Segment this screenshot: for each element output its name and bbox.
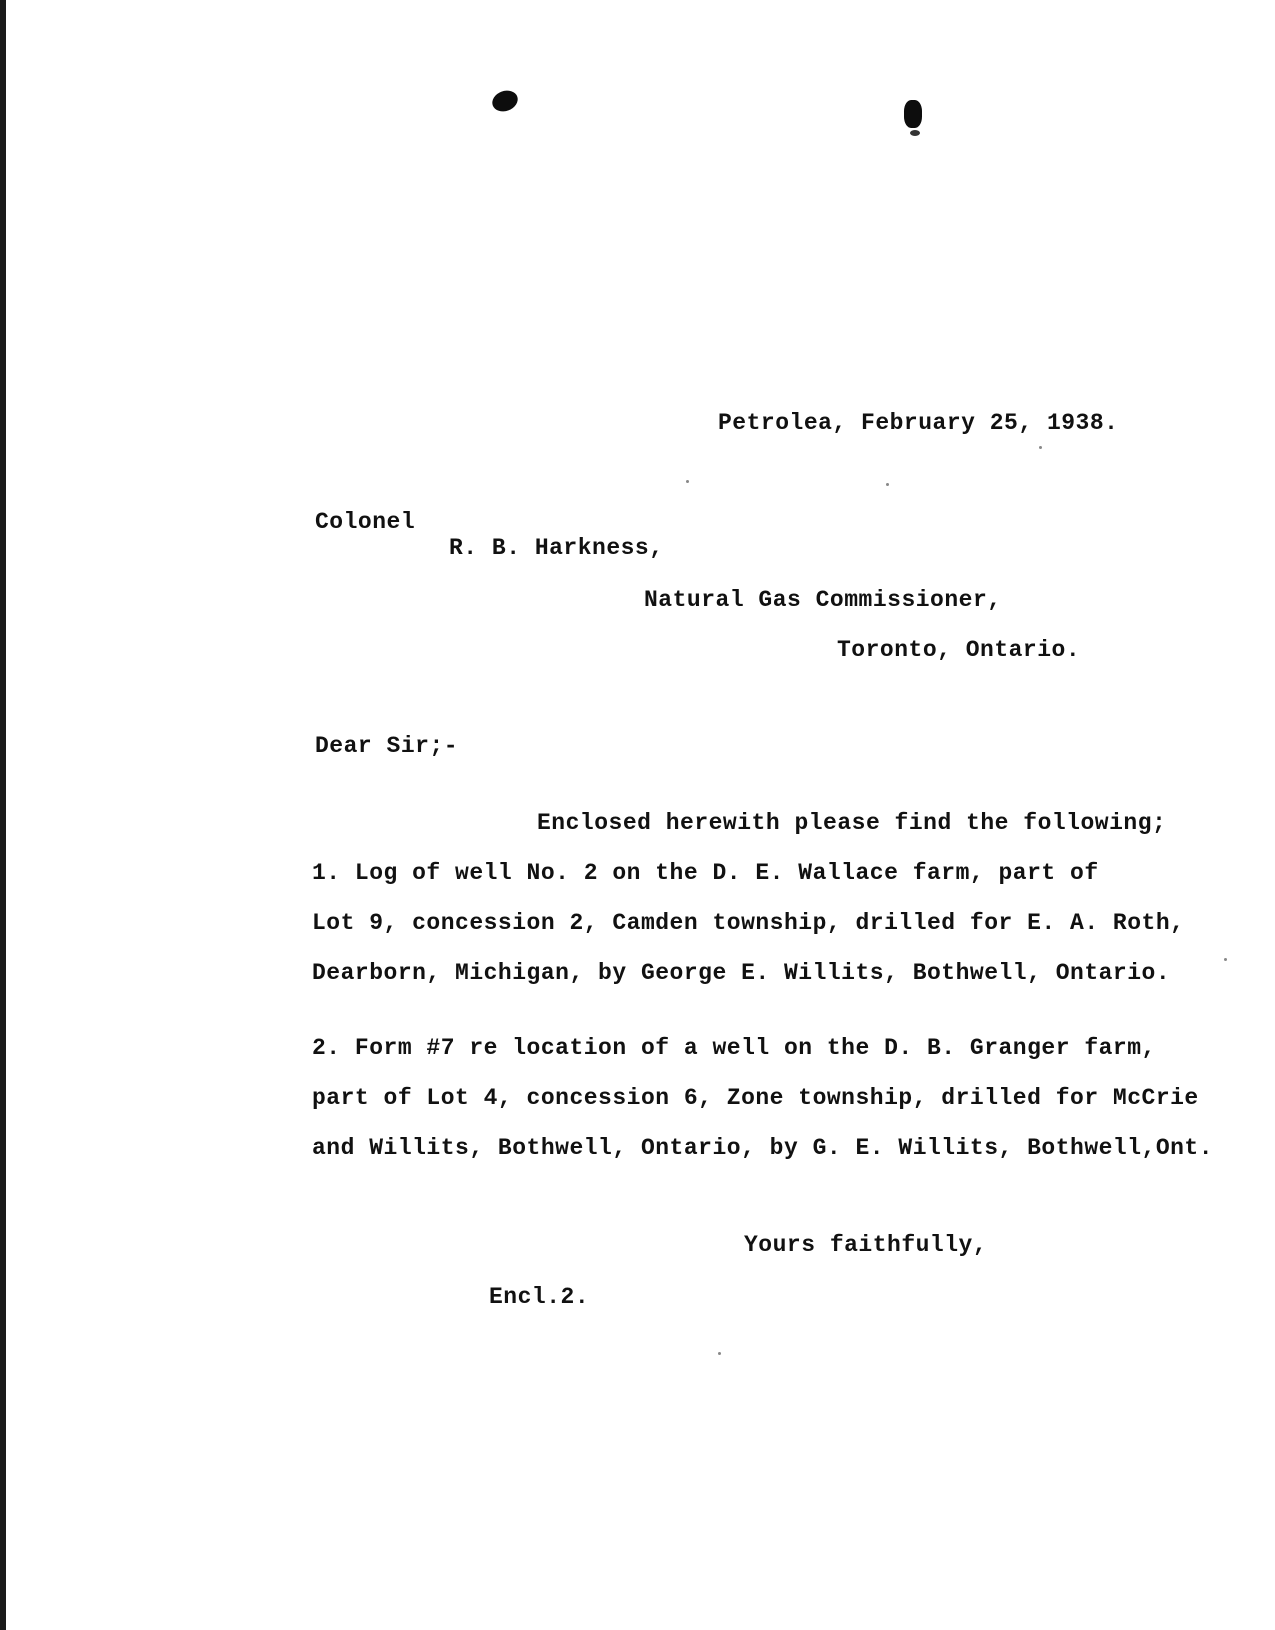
- recipient-city: Toronto, Ontario.: [837, 637, 1081, 663]
- recipient-name: R. B. Harkness,: [449, 535, 664, 561]
- recipient-position: Natural Gas Commissioner,: [644, 587, 1002, 613]
- salutation: Dear Sir;-: [315, 733, 459, 759]
- punch-hole-mark-left: [489, 87, 520, 115]
- ink-smudge: [910, 130, 920, 136]
- place-date: Petrolea, February 25, 1938.: [718, 410, 1119, 436]
- item-2-line-1: 2. Form #7 re location of a well on the D. B. Granger farm,: [312, 1035, 1156, 1061]
- paper-speck: [1224, 958, 1227, 961]
- intro-line: Enclosed herewith please find the following;: [537, 810, 1167, 836]
- item-1-line-2: Lot 9, concession 2, Camden township, drilled for E. A. Roth,: [312, 910, 1185, 936]
- paper-speck: [686, 480, 689, 483]
- item-2-line-3: and Willits, Bothwell, Ontario, by G. E. Willits, Bothwell,Ont.: [312, 1135, 1214, 1161]
- paper-speck: [886, 483, 889, 486]
- punch-hole-mark-right: [904, 100, 922, 128]
- paper-speck: [718, 1352, 721, 1355]
- item-1-line-1: 1. Log of well No. 2 on the D. E. Wallace farm, part of: [312, 860, 1099, 886]
- enclosure-note: Encl.2.: [489, 1284, 590, 1310]
- closing: Yours faithfully,: [744, 1232, 988, 1258]
- item-1-line-3: Dearborn, Michigan, by George E. Willits, Bothwell, Ontario.: [312, 960, 1171, 986]
- paper-speck: [1039, 446, 1042, 449]
- item-2-line-2: part of Lot 4, concession 6, Zone township, drilled for McCrie: [312, 1085, 1199, 1111]
- recipient-title: Colonel: [315, 509, 416, 535]
